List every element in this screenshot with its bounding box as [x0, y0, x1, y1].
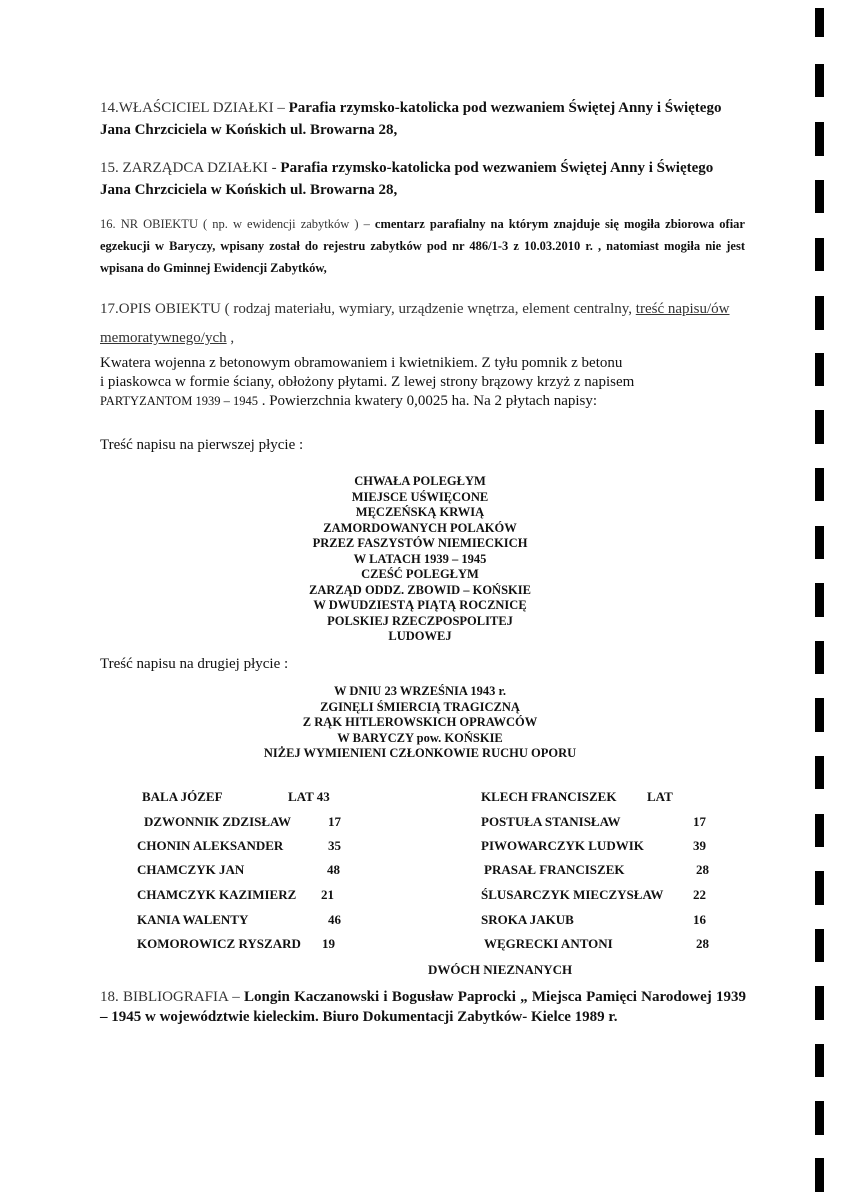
victim-age: LAT 43: [288, 789, 330, 804]
section-15-label: 15. ZARZĄDCA DZIAŁKI -: [100, 160, 281, 176]
binding-mark: [815, 698, 824, 732]
victim-name: POSTUŁA STANISŁAW: [481, 814, 621, 829]
plate-2-line: ZGINĘLI ŚMIERCIĄ TRAGICZNĄ: [320, 699, 520, 714]
section-15-text: Parafia rzymsko-katolicka pod wezwaniem Świętej Anny i Świętego Jana Chrzciciela w Końskich ul. Browarna 28,: [100, 160, 714, 198]
section-16: [100, 213, 745, 279]
plate-1-line: PRZEZ FASZYSTÓW NIEMIECKICH: [312, 536, 528, 550]
binding-mark: [815, 296, 824, 330]
victim-age: 35: [328, 838, 341, 853]
section-18-text: Longin Kaczanowski i Bogusław Paprocki „ Miejsca Pamięci Narodowej 1939 – 1945 w województwie kieleckim. Biuro Dokumentacji Zabytków- Kielce 1989 r.: [100, 989, 746, 1025]
plate-1-inscription: [270, 474, 570, 645]
binding-mark: [815, 583, 824, 617]
section-17-label-tail: ,: [226, 330, 235, 346]
section-14: [100, 97, 745, 141]
plate-1-line: LUDOWEJ: [388, 629, 452, 643]
victim-name: BALA JÓZEF: [142, 789, 223, 804]
section-17-heading: [100, 295, 745, 353]
plate-1-line: MIEJSCE UŚWIĘCONE: [351, 489, 489, 504]
victim-name: DZWONNIK ZDZISŁAW: [144, 814, 292, 829]
binding-mark: [815, 122, 824, 156]
section-17-label-underlined: treść napisu/ów memoratywnego/ych: [100, 301, 730, 346]
victim-age: 48: [327, 862, 340, 877]
section-18-label: 18. BIBLIOGRAFIA –: [100, 989, 245, 1005]
victim-age: 46: [328, 912, 341, 927]
plate-2-inscription: [220, 684, 620, 762]
victim-age: 28: [696, 936, 709, 951]
victim-age: 17: [328, 814, 341, 829]
plate-2-heading: Treść napisu na drugiej płycie :: [100, 656, 289, 672]
victim-age: 39: [693, 838, 706, 853]
description-line-2: i piaskowca w formie ściany, obłożony płytami. Z lewej strony brązowy krzyż z napisem: [100, 374, 635, 390]
binding-mark: [815, 64, 824, 97]
plate-1-heading: Treść napisu na pierwszej płycie :: [100, 437, 304, 453]
binding-mark: [815, 180, 824, 213]
binding-mark: [815, 526, 824, 559]
plate-1-line: CZEŚĆ POLEGŁYM: [361, 567, 479, 581]
binding-mark: [815, 8, 824, 37]
binding-mark: [815, 353, 824, 386]
victim-age: 28: [696, 862, 709, 877]
binding-mark: [815, 756, 824, 789]
plate-1-line: ZAMORDOWANYCH POLAKÓW: [323, 520, 517, 535]
section-17-label: 17.OPIS OBIEKTU ( rodzaj materiału, wymiary, urządzenie wnętrza, element centralny,: [100, 301, 636, 317]
victim-name: PIWOWARCZYK LUDWIK: [481, 838, 644, 853]
binding-mark: [815, 871, 824, 905]
victim-name: KLECH FRANCISZEK: [481, 789, 617, 804]
description-line-3: . Powierzchnia kwatery 0,0025 ha. Na 2 płytach napisy:: [257, 393, 598, 409]
plate-1-line: POLSKIEJ RZECZPOSPOLITEJ: [327, 613, 513, 628]
victim-name: WĘGRECKI ANTONI: [484, 936, 613, 951]
description-cross-inscription: PARTYZANTOM 1939 – 1945: [100, 394, 258, 408]
plate-1-line: W LATACH 1939 – 1945: [353, 551, 487, 566]
binding-mark: [815, 468, 824, 501]
binding-mark: [815, 814, 824, 847]
plate-1-line: CHWAŁA POLEGŁYM: [354, 474, 486, 488]
binding-mark: [815, 1101, 824, 1135]
section-14-text: Parafia rzymsko-katolicka pod wezwaniem Świętej Anny i Świętego Jana Chrzciciela w Końskich ul. Browarna 28,: [100, 100, 722, 138]
section-18: [100, 988, 746, 1027]
binding-mark: [815, 986, 824, 1020]
victim-age: 21: [321, 887, 334, 902]
section-16-text: cmentarz parafialny na którym znajduje się mogiła zbiorowa ofiar egzekucji w Baryczy, wpisany został do rejestru zabytków pod nr 486/1-3 z 10.03.2010 r. , natomiast mogiła nie jest wpisana do Gminnej Ewidencji Zabytków,: [100, 217, 745, 275]
section-17-description: [100, 354, 760, 411]
victim-age: 22: [693, 887, 706, 902]
unknown-victims: DWÓCH NIEZNANYCH: [428, 962, 573, 977]
binding-mark: [815, 1044, 824, 1077]
victim-age: 19: [322, 936, 335, 951]
victim-age: 17: [693, 814, 706, 829]
plate-2-line: W BARYCZY pow. KOŃSKIE: [337, 730, 503, 745]
section-14-label: 14.WŁAŚCICIEL DZIAŁKI –: [100, 100, 289, 116]
binding-mark: [815, 238, 824, 271]
plate-1-line: MĘCZEŃSKĄ KRWIĄ: [355, 505, 485, 519]
binding-mark: [815, 410, 824, 444]
victim-name: CHONIN ALEKSANDER: [137, 838, 284, 853]
victim-name: ŚLUSARCZYK MIECZYSŁAW: [481, 887, 664, 902]
binding-mark: [815, 929, 824, 962]
plate-2-line: W DNIU 23 WRZEŚNIA 1943 r.: [333, 684, 507, 698]
plate-1-line: ZARZĄD ODDZ. ZBOWID – KOŃSKIE: [309, 582, 531, 597]
binding-marks: [815, 0, 827, 1198]
victim-age: 16: [693, 912, 706, 927]
victim-name: CHAMCZYK JAN: [137, 862, 245, 877]
victim-age: LAT: [647, 789, 673, 804]
victim-name: KOMOROWICZ RYSZARD: [137, 936, 301, 951]
plate-1-line: W DWUDZIESTĄ PIĄTĄ ROCZNICĘ: [313, 598, 527, 612]
plate-2-line: Z RĄK HITLEROWSKICH OPRAWCÓW: [302, 715, 538, 729]
description-line-1: Kwatera wojenna z betonowym obramowaniem i kwietnikiem. Z tyłu pomnik z betonu: [100, 355, 623, 371]
victim-name: KANIA WALENTY: [137, 912, 249, 927]
victim-name: SROKA JAKUB: [481, 912, 574, 927]
plate-2-line: NIŻEJ WYMIENIENI CZŁONKOWIE RUCHU OPORU: [263, 746, 577, 760]
binding-mark: [815, 1158, 824, 1192]
section-15: [100, 157, 745, 201]
binding-mark: [815, 641, 824, 674]
victim-name: PRASAŁ FRANCISZEK: [484, 862, 625, 877]
section-16-label: 16. NR OBIEKTU ( np. w ewidencji zabytków ) –: [100, 217, 375, 231]
victim-name: CHAMCZYK KAZIMIERZ: [137, 887, 297, 902]
